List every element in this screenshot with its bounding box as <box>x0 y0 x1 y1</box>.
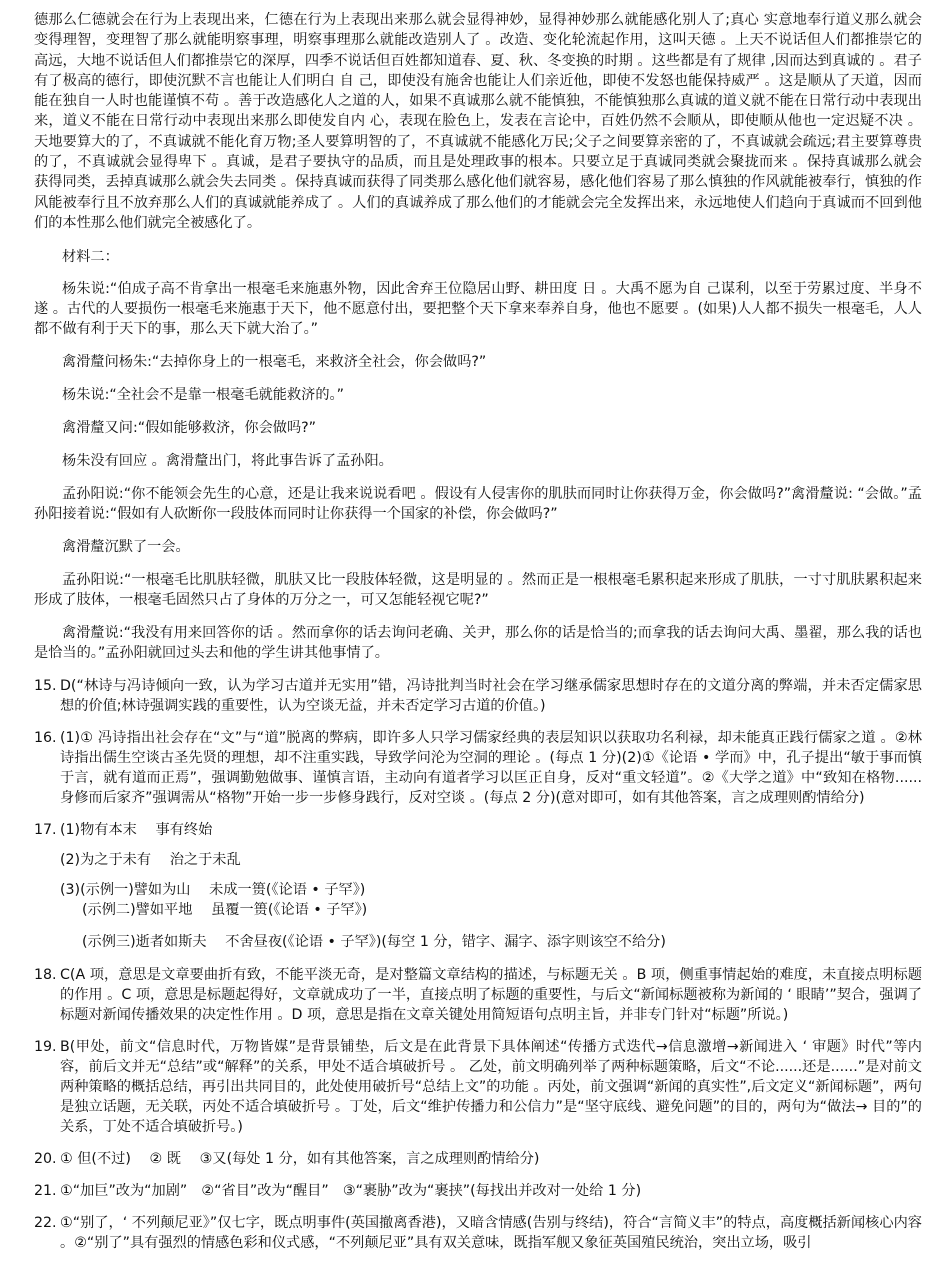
material-two-paragraph: 禽滑釐说:“我没有用来回答你的话 。然而拿你的话去询问老确、关尹，那么你的话是恰当的;而拿我的话去询问大禹、墨翟，那么我的话也是恰当的。”孟孙阳就回过头去和他的学生讲其他事情了。 <box>34 625 922 662</box>
answer-text: C(A 项，意思是文章要曲折有致，不能平淡无奇，是对整篇文章结构的描述，与标题无关 。B 项，侧重事情起始的难度，未直接点明标题的作用 。C 项，意思是标题起得好，文章就成功了一半，直接点明了标题的重要性，与后文“新闻标题被称为新闻的 ‘ 眼睛’”契合，强调了标题对新闻传播效果的决定性作用 。D 项，意思是指在文章关键处用简短语句点明主旨，并非专门针对“标题”所说。) <box>60 967 922 1024</box>
answer-17-example-3: (示例三)逝者如斯夫 不舍昼夜(《论语 • 子罕》)(每空 1 分，错字、漏字、添字则该空不给分) <box>82 934 666 951</box>
question-number: 16. <box>34 730 57 747</box>
question-number: 19. <box>34 1039 57 1056</box>
material-two-paragraph: 孟孙阳说:“你不能领会先生的心意，还是让我来说说看吧 。假设有人侵害你的肌肤而同时让你获得万金，你会做吗?”禽滑釐说: “会做。”孟孙阳接着说:“假如有人砍断你一段肢体而同时让你获得一个国家的补偿，你会做吗?” <box>34 486 922 523</box>
material-two-paragraph: 禽滑釐问杨朱:“去掉你身上的一根毫毛，来救济全社会，你会做吗?” <box>62 354 487 371</box>
material-two-paragraph: 孟孙阳说:“一根毫毛比肌肤轻微，肌肤又比一段肢体轻微，这是明显的 。然而正是一根根毫毛累积起来形成了肌肤，一寸寸肌肤累积起来形成了肢体，一根毫毛固然只占了身体的万分之一，可又怎能轻视它呢?” <box>34 572 922 609</box>
material-two-paragraph: 杨朱说:“全社会不是靠一根毫毛就能救济的。” <box>62 387 344 404</box>
answer-22 <box>34 1213 922 1253</box>
answer-15 <box>34 676 922 716</box>
answer-17-part-2: (2)为之于未有 治之于未乱 <box>60 852 241 869</box>
answer-text: ①“别了，‘ 不列颠尼亚》”仅七字，既点明事件(英国撤离香港)，又暗含情感(告别与终结)，符合“言简义丰”的特点，高度概括新闻核心内容 。②“别了”具有强烈的情感色彩和仪式感，“不列颠尼亚”具有双关意味，既指军舰又象征英国殖民统治，突出立场，吸引 <box>60 1215 922 1252</box>
question-number: 18. <box>34 967 57 984</box>
answer-17-part-3 <box>34 880 922 920</box>
question-number: 20. <box>34 1151 57 1168</box>
answer-17 <box>34 820 922 840</box>
material-two-paragraph: 禽滑釐沉默了一会。 <box>62 539 190 556</box>
question-number: 21. <box>34 1183 57 1200</box>
answer-16 <box>34 728 922 808</box>
answer-text: ①“加巨”改为“加剧” ②“省目”改为“醒目” ③“裹胁”改为“裹挟”(每找出并改对一处给 1 分) <box>60 1183 642 1200</box>
material-two-paragraph: 杨朱没有回应 。禽滑釐出门，将此事告诉了孟孙阳。 <box>62 453 393 470</box>
answer-19 <box>34 1037 922 1137</box>
question-number: 15. <box>34 678 57 695</box>
answer-20 <box>34 1149 922 1169</box>
answer-21 <box>34 1181 922 1201</box>
material-two-paragraph: 杨朱说:“伯成子高不肯拿出一根毫毛来施惠外物，因此舍弃王位隐居山野、耕田度 日 。大禹不愿为自 己谋利，以至于劳累过度、半身不遂 。古代的人要损伤一根毫毛来施惠于天下，他不愿意付出，要把整个天下拿来奉养自身，他也不愿要 。(如果)人人都不损失一根毫毛，人人都不做有利于天下的事，那么天下就大治了。” <box>34 281 922 338</box>
answer-text: D(“林诗与冯诗倾向一致，认为学习古道并无实用”错，冯诗批判当时社会在学习继承儒家思想时存在的文道分离的弊端，并未否定儒家思想的价值;林诗强调实践的重要性，认为空谈无益，并未否定学习古道的价值。) <box>60 678 922 715</box>
question-number: 22. <box>34 1215 57 1232</box>
answer-text: (1)① 冯诗指出社会存在“文”与“道”脱离的弊病，即许多人只学习儒家经典的表层知识以获取功名利禄，却未能真正践行儒家之道 。②林诗指出儒生空谈古圣先贤的理想，却不注重实践，导致学问沦为空洞的理论 。(每点 1 分)(2)①《论语 • 学而》中，孔子提出“敏于事而慎于言，就有道而正焉”，强调勤勉做事、谨慎言语，主动向有道者学习以匡正自身，反对“重文轻道”。②《大学之道》中“致知在格物......身修而后家齐”强调需从“格物”开始一步一步修身践行，反对空谈 。(每点 2 分)(意对即可，如有其他答案，言之成理则酌情给分) <box>60 730 922 807</box>
answer-key <box>34 676 922 1253</box>
translation-paragraph-1: 德那么仁德就会在行为上表现出来，仁德在行为上表现出来那么就会显得神妙，显得神妙那么就能感化别人了;真心 实意地奉行道义那么就会变得理智，变理智了那么就能明察事理，明察事理那么就能改造别人了 。改造、变化轮流起作用，这叫天德 。上天不说话但人们都推崇它的高远，大地不说话但人们都推崇它的深厚，四季不说话但百姓都知道春、夏、秋、冬变换的时期 。这些都是有了规律 ,因而达到真诚的 。君子有了极高的德行，即使沉默不言也能让人们明白 自 己，即使没有施舍也能让人们亲近他，即使不发怒也能保持威严 。这是顺从了天道，因而能在独自一人时也能谨慎不苟 。善于改造感化人之道的人，如果不真诚那么就不能慎独，不能慎独那么真诚的道义就不能在日常行动中表现出来，道义不能在日常行动中表现出来那么即使发自内 心，表现在脸色上，发表在言论中，百姓仍然不会顺从，即使顺从他也一定迟疑不决 。天地要算大的了，不真诚就不能化育万物;圣人要算明智的了，不真诚就不能感化万民;父子之间要算亲密的了，不真诚就会疏远;君主要算尊贵的了，不真诚就会显得卑下 。真诚，是君子要执守的品质，而且是处理政事的根本。只要立足于真诚同类就会聚拢而来 。保持真诚那么就会获得同类，丢掉真诚那么就会失去同类 。保持真诚而获得了同类那么感化他们就容易，感化他们容易了那么慎独的作风就能被奉行，慎独的作风能被奉行且不放弃那么人们的真诚就能养成了 。人们的真诚养成了那么他们的才能就会完全发挥出来，永远地使人们趋向于真诚而不回到他们的本性那么他们就完全被感化了。 <box>34 12 922 231</box>
answer-17-example-1: (3)(示例一)譬如为山 未成一篑(《论语 • 子罕》) <box>60 882 366 899</box>
question-number: 17. <box>34 822 57 839</box>
material-two-label: 材料二： <box>62 249 119 266</box>
answer-text: B(甲处，前文“信息时代，万物皆媒”是背景铺垫，后文是在此背景下具体阐述“传播方式迭代→信息激增→新闻进入 ‘ 审题》时代”等内容，前后文并无“总结”或“解释”的关系，甲处不适合填破折号 。 乙处，前文明确列举了两种标题策略，后文“不论......还是......”是对前文两种策略的概括总结，再引出共同目的，此处使用破折号“总结上文”的功能 。丙处，前文强调“新闻的真实性”,后文定义“新闻标题”，两句是独立话题，无关联，丙处不适合填破折号 。丁处，后文“维护传播力和公信力”是“坚守底线、避免问题”的目的，两句为“做法→ 目的”的关系，丁处不适合填破折号。) <box>60 1039 922 1136</box>
answer-17-example-2: (示例二)譬如平地 虽覆一篑(《论语 • 子罕》) <box>82 902 368 919</box>
answer-text: (1)物有本末 事有终始 <box>60 822 213 839</box>
answer-text: ① 但(不过) ② 既 ③又(每处 1 分，如有其他答案，言之成理则酌情给分) <box>60 1151 540 1168</box>
material-two-paragraph: 禽滑釐又问:“假如能够救济，你会做吗?” <box>62 420 317 437</box>
answer-18 <box>34 965 922 1025</box>
